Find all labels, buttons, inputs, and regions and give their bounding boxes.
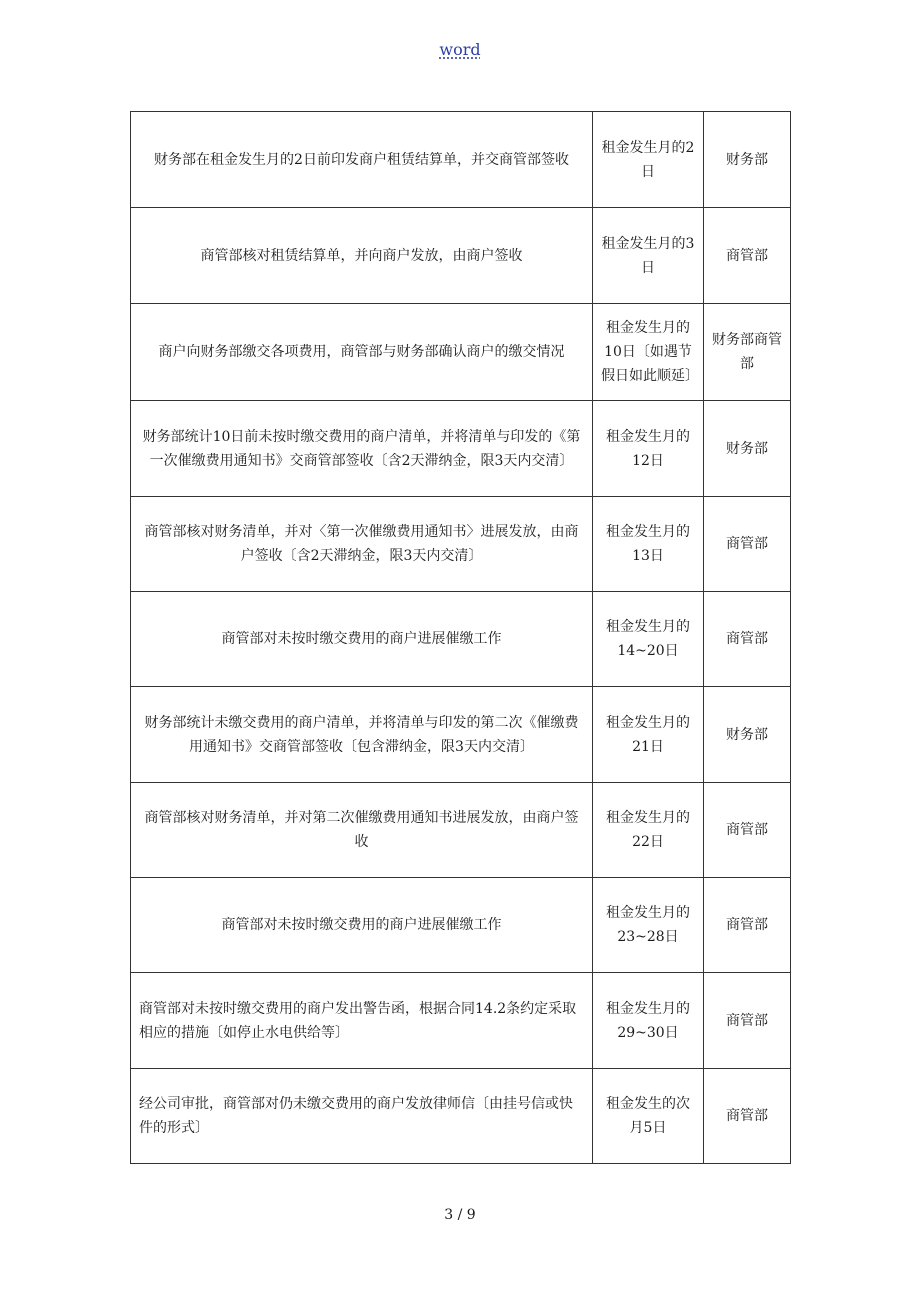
step-date: 租金发生月的12日 — [593, 401, 704, 497]
step-department: 商管部 — [704, 878, 791, 973]
table-row — [131, 401, 791, 497]
rent-collection-process-table — [130, 111, 791, 1164]
step-department: 商管部 — [704, 973, 791, 1069]
step-description: 财务部统计10日前未按时缴交费用的商户清单，并将清单与印发的《第一次催缴费用通知书》交商管部签收〔含2天滞纳金，限3天内交清〕 — [131, 401, 593, 497]
table-row — [131, 973, 791, 1069]
step-department: 商管部 — [704, 497, 791, 592]
step-department: 商管部 — [704, 592, 791, 687]
step-description: 商户向财务部缴交各项费用，商管部与财务部确认商户的缴交情况 — [131, 304, 593, 401]
step-date: 租金发生的次月5日 — [593, 1069, 704, 1164]
step-description: 商管部核对财务清单，并对〈第一次催缴费用通知书〉进展发放，由商户签收〔含2天滞纳金，限3天内交清〕 — [131, 497, 593, 592]
table-row — [131, 208, 791, 304]
step-department: 财务部 — [704, 687, 791, 783]
table-row — [131, 687, 791, 783]
page-number: 3 / 9 — [444, 1207, 476, 1223]
table-row — [131, 112, 791, 208]
step-description: 财务部在租金发生月的2日前印发商户租赁结算单，并交商管部签收 — [131, 112, 593, 208]
table-row — [131, 1069, 791, 1164]
step-date: 租金发生月的10日〔如遇节假日如此顺延〕 — [593, 304, 704, 401]
step-description: 商管部对未按时缴交费用的商户发出警告函，根据合同14.2条约定采取相应的措施〔如停止水电供给等〕 — [131, 973, 593, 1069]
step-date: 租金发生月的23~28日 — [593, 878, 704, 973]
table-row — [131, 497, 791, 592]
step-department: 财务部 — [704, 401, 791, 497]
step-date: 租金发生月的3日 — [593, 208, 704, 304]
step-date: 租金发生月的29~30日 — [593, 973, 704, 1069]
step-department: 商管部 — [704, 1069, 791, 1164]
header-word-link[interactable]: word — [439, 40, 481, 59]
step-description: 经公司审批，商管部对仍未缴交费用的商户发放律师信〔由挂号信或快件的形式〕 — [131, 1069, 593, 1164]
step-department: 财务部商管部 — [704, 304, 791, 401]
step-date: 租金发生月的22日 — [593, 783, 704, 878]
step-description: 商管部对未按时缴交费用的商户进展催缴工作 — [131, 878, 593, 973]
step-description: 商管部对未按时缴交费用的商户进展催缴工作 — [131, 592, 593, 687]
step-description: 商管部核对财务清单，并对第二次催缴费用通知书进展发放，由商户签收 — [131, 783, 593, 878]
step-date: 租金发生月的21日 — [593, 687, 704, 783]
table-row — [131, 783, 791, 878]
table-row — [131, 878, 791, 973]
step-description: 商管部核对租赁结算单，并向商户发放，由商户签收 — [131, 208, 593, 304]
table-row — [131, 304, 791, 401]
step-date: 租金发生月的13日 — [593, 497, 704, 592]
step-department: 商管部 — [704, 208, 791, 304]
step-date: 租金发生月的14~20日 — [593, 592, 704, 687]
step-description: 财务部统计未缴交费用的商户清单，并将清单与印发的第二次《催缴费用通知书》交商管部签收〔包含滞纳金，限3天内交清〕 — [131, 687, 593, 783]
step-department: 商管部 — [704, 783, 791, 878]
step-department: 财务部 — [704, 112, 791, 208]
step-date: 租金发生月的2日 — [593, 112, 704, 208]
table-row — [131, 592, 791, 687]
